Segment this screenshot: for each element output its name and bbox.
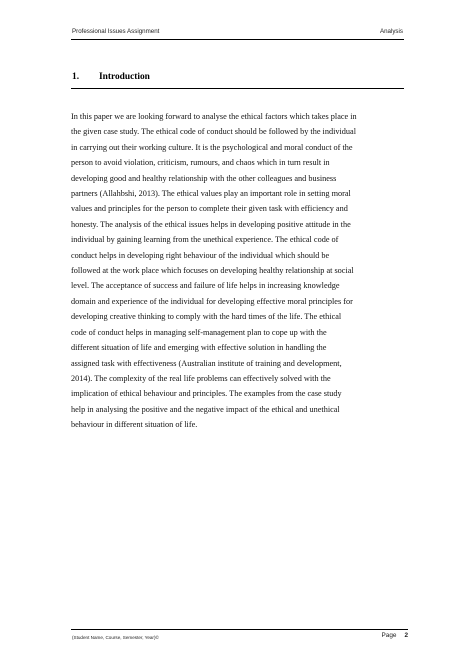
page-header	[71, 27, 404, 40]
header-title: Professional Issues Assignment	[72, 28, 160, 35]
paragraph-line: help in analysing the positive and the negative impact of the ethical and unethical	[71, 404, 340, 414]
paragraph-line: values and principles for the person to complete their given task with efficiency and	[71, 204, 348, 214]
paragraph-line: individual by gaining learning from the unethical experience. The ethical code of	[71, 235, 339, 245]
paragraph-line: code of conduct helps in managing self-management plan to cope up with the	[71, 327, 327, 337]
paragraph-line: 2014). The complexity of the real life problems can effectively solved with the	[71, 373, 331, 383]
paragraph-line: developing good and healthy relationship with the other colleagues and business	[71, 173, 337, 183]
paragraph-line: domain and experience of the individual for developing effective moral principles for	[71, 296, 353, 306]
paragraph-line: In this paper we are looking forward to analyse the ethical factors which takes place in	[71, 112, 357, 121]
paragraph-line: implication of ethical behaviour and principles. The examples from the case study	[71, 389, 342, 399]
paragraph-line: partners (Allahbshi, 2013). The ethical values play an important role in setting moral	[71, 189, 351, 199]
page-footer	[71, 629, 408, 642]
paragraph-line: developing creative thinking to comply with the hard times of the life. The ethical	[71, 312, 342, 322]
footer-student-info: (Student Name, Course, Semester, Year)©	[72, 635, 159, 640]
header-section: Analysis	[379, 28, 403, 35]
body-paragraph	[71, 109, 409, 433]
paragraph-line: honesty. The analysis of the ethical issues helps in developing positive attitude in the	[71, 219, 351, 229]
paragraph-line: the given case study. The ethical code of conduct should be followed by the individual	[71, 127, 357, 137]
page-indicator	[382, 632, 409, 639]
section-heading	[71, 72, 404, 89]
paragraph-line: conduct helps in developing right behaviour of the individual which should be	[71, 250, 330, 260]
paragraph-line: person to avoid violation, criticism, rumours, and chaos which in turn result in	[71, 158, 330, 168]
section-title: Introduction	[99, 72, 150, 82]
paragraph-line: behaviour in different situation of life.	[71, 420, 198, 430]
paragraph-line: followed at the work place which focuses on developing healthy relationship at social	[71, 266, 354, 276]
paragraph-line: level. The acceptance of success and failure of life helps in increasing knowledge	[71, 281, 340, 291]
page-label: Page	[381, 632, 397, 639]
paragraph-line: different situation of life and emerging with effective solution in handling the	[71, 343, 327, 353]
paragraph-line: in carrying out their working culture. It is the psychological and moral conduct of the	[71, 142, 353, 152]
section-number: 1.	[72, 72, 80, 82]
page-number: 2	[404, 632, 408, 639]
paragraph-line: assigned task with effectiveness (Australian institute of training and development,	[71, 358, 342, 368]
